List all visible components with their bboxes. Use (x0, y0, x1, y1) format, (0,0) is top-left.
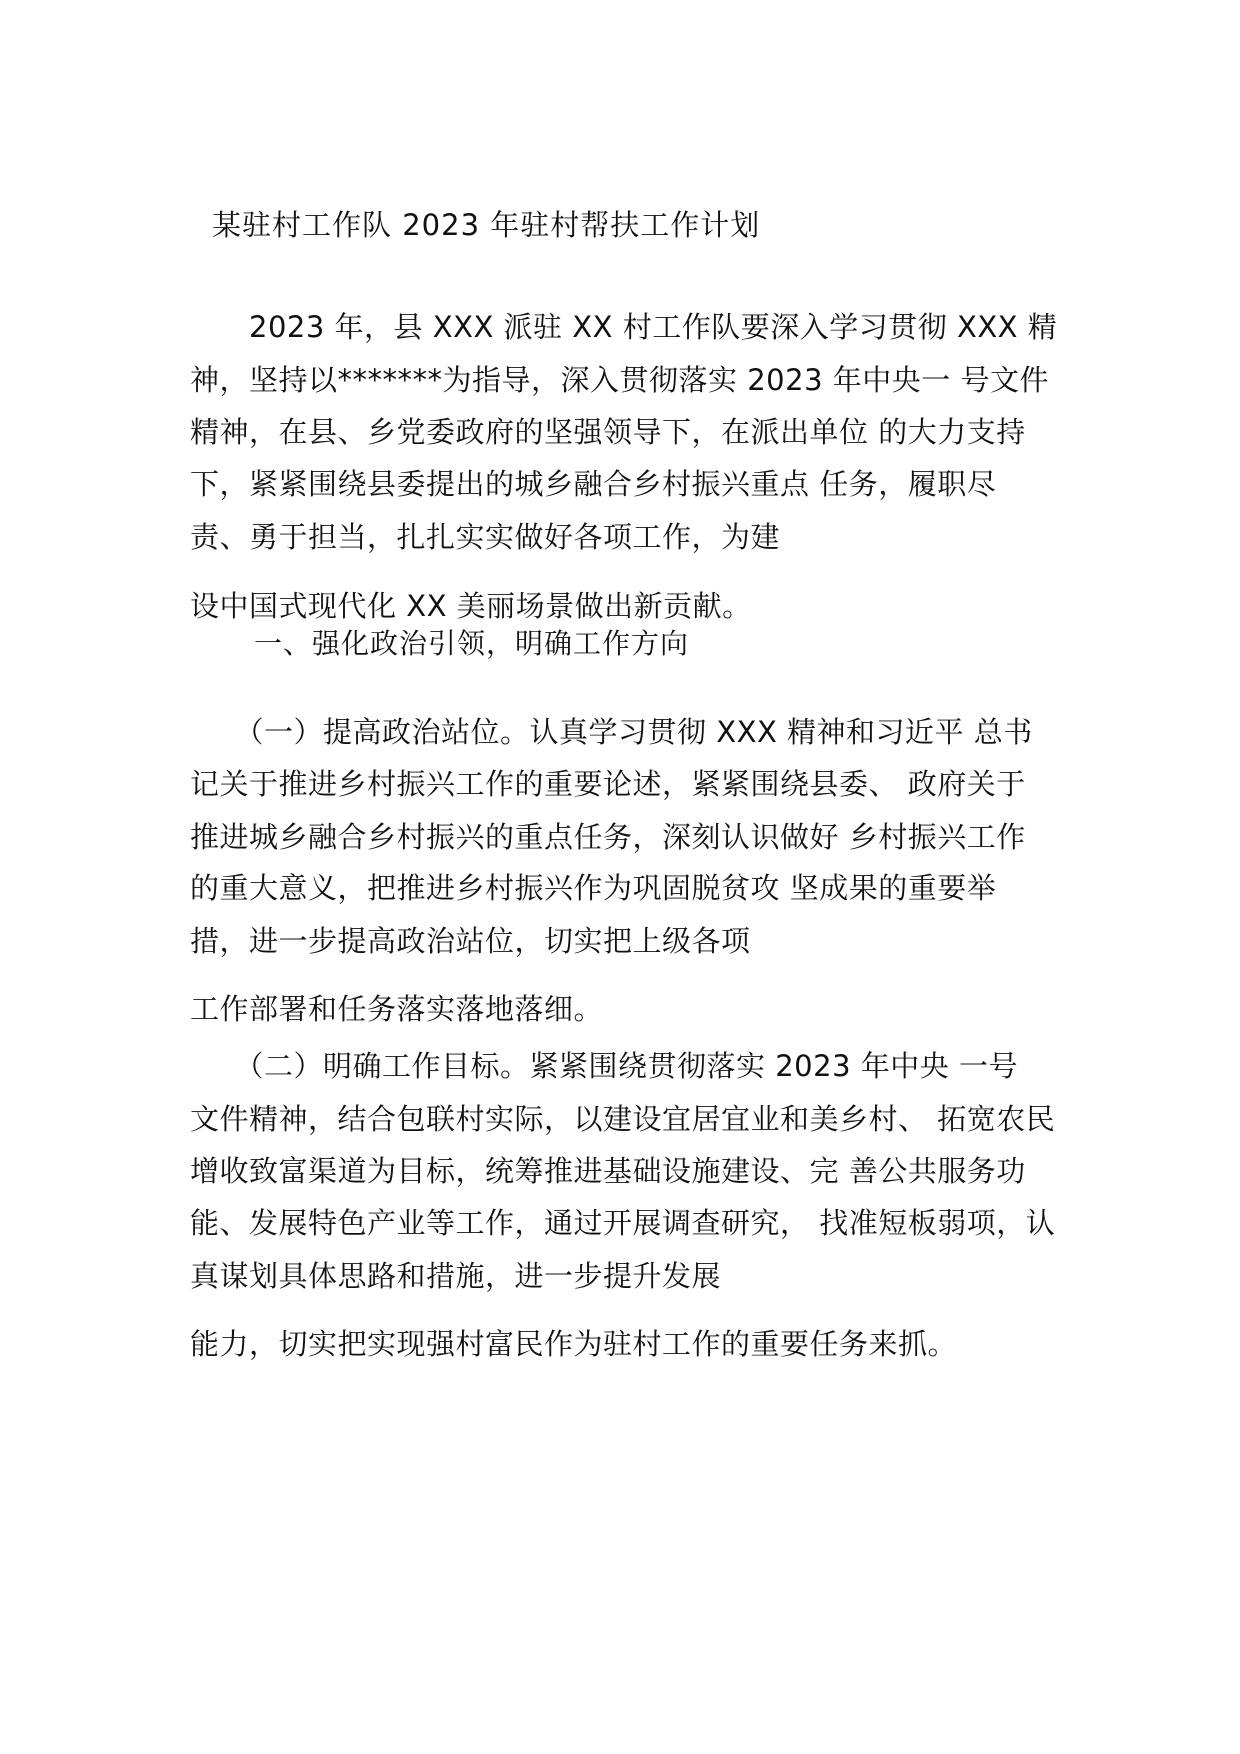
item-2-line-6: 能力，切实把实现强村富民作为驻村工作的重要任务来抓。 (190, 1327, 958, 1361)
item-2-line-5: 真谋划具体思路和措施，进一步提升发展 (190, 1259, 722, 1293)
item-1-line-4: 的重大意义，把推进乡村振兴作为巩固脱贫攻 坚成果的重要举 (190, 871, 997, 905)
item-2-line-4: 能、发展特色产业等工作，通过开展调查研究， 找准短板弱项，认 (190, 1206, 1056, 1240)
item-1-line-2: 记关于推进乡村振兴工作的重要论述，紧紧围绕县委、 政府关于 (190, 767, 1026, 801)
document-title: 某驻村工作队 2023 年驻村帮扶工作计划 (212, 208, 761, 242)
intro-line-6: 设中国式现代化 XX 美丽场景做出新贡献。 (190, 589, 752, 623)
item-2-line-1: （二）明确工作目标。紧紧围绕贯彻落实 2023 年中央 一号 (190, 1049, 1018, 1083)
intro-line-1: 2023 年，县 XXX 派驻 XX 村工作队要深入学习贯彻 XXX 精 (190, 310, 1058, 344)
item-1-line-3: 推进城乡融合乡村振兴的重点任务，深刻认识做好 乡村振兴工作 (190, 820, 1026, 854)
intro-line-2: 神，坚持以*******为指导，深入贯彻落实 2023 年中央一 号文件 (190, 363, 1049, 397)
intro-line-5: 责、勇于担当，扎扎实实做好各项工作，为建 (190, 520, 781, 554)
intro-line-3: 精神，在县、乡党委政府的坚强领导下，在派出单位 的大力支持 (190, 415, 1026, 449)
item-1-line-5: 措，进一步提高政治站位，切实把上级各项 (190, 924, 751, 958)
item-2-line-3: 增收致富渠道为目标，统筹推进基础设施建设、完 善公共服务功 (190, 1154, 1026, 1188)
item-2-line-2: 文件精神，结合包联村实际，以建设宜居宜业和美乡村、 拓宽农民 (190, 1102, 1056, 1136)
section-heading-1: 一、强化政治引领，明确工作方向 (254, 627, 690, 660)
intro-line-4: 下，紧紧围绕县委提出的城乡融合乡村振兴重点 任务，履职尽 (190, 467, 997, 501)
item-1-line-6: 工作部署和任务落实落地落细。 (190, 992, 604, 1026)
item-1-line-1: （一）提高政治站位。认真学习贯彻 XXX 精神和习近平 总书 (190, 715, 1033, 749)
